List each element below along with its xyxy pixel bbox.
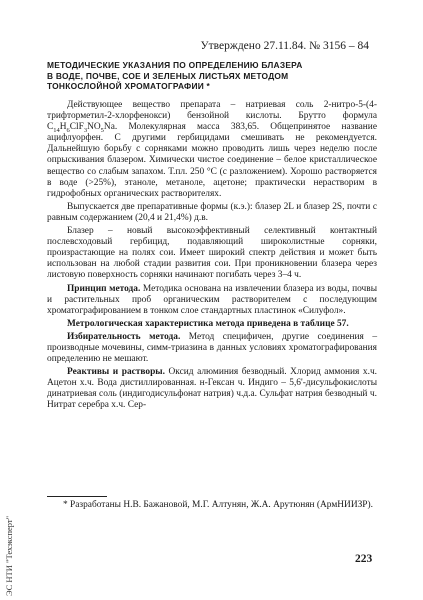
paragraph-principle — [47, 284, 377, 317]
paragraph-forms: Выпускается две препаративные формы (к.э.): блазер 2L и блазер 2S, почти с равным содержанием (20,4 и 21,4%) д.в. — [47, 201, 377, 223]
footnote-divider — [47, 496, 107, 497]
principle-heading: Принцип метода. — [67, 283, 141, 294]
formula-subscript-3: 3 — [83, 127, 88, 135]
footnote — [47, 500, 377, 511]
formula-subscript-1: 14 — [53, 127, 60, 135]
page-number: 223 — [355, 553, 373, 565]
paragraph-description: Блазер – новый высокоэффективный селективный контактный послевсходовый гербицид, подавляющий широколистные сорняки, произрастающие на полях сои. Имеет широкий спектр действия и может быть использован на любой стадии развития сои. При проникновении блазера через листовую поверхность сорняки начинают погибать через 3–4 ч. — [47, 226, 377, 281]
paragraph-substance-part-1: Действующее вещество препарата – натриевая соль 2-нитро-5-(4-трифторметил-2-хлорфенокси) бензойной кислоты. Брутто формула C — [47, 100, 377, 133]
formula-part-3: ClF — [69, 122, 84, 133]
formula-subscript-4: 5 — [100, 127, 104, 135]
formula-subscript-2: 6 — [66, 127, 70, 135]
formula-part-4: NO — [87, 122, 101, 133]
paragraph-metrology: Метрологическая характеристика метода приведена в таблице 57. — [67, 318, 349, 329]
document-body — [47, 100, 377, 414]
footnote-text: * Разработаны Н.В. Бажановой, М.Г. Алтунян, Ж.А. Арутюнян (АрмНИИЗР). — [63, 500, 373, 510]
title-line-2: В ВОДЕ, ПОЧВЕ, СОЕ И ЗЕЛЕНЫХ ЛИСТЬЯХ МЕТОДОМ — [47, 70, 289, 81]
formula-part-2: H — [59, 122, 67, 133]
paragraph-substance — [47, 100, 377, 200]
approval-line: Утверждено 27.11.84. № 3156 – 84 — [200, 40, 369, 52]
selectivity-heading: Избирательность метода. — [67, 331, 181, 342]
side-watermark: ЭС НТИ "Техэксперт" — [4, 515, 14, 596]
paragraph-reagents — [47, 367, 377, 411]
document-title — [47, 60, 377, 92]
reagents-text: Оксид алюминия безводный. Хлорид аммония х.ч. Ацетон х.ч. Вода дистиллированная. н-Гексан ч. Индиго – 5,6'-дисульфокислоты динатриевая соль (индигодисульфонат натрия) ч.д.а. Сульфат натрия безводный ч. Нитрат серебра х.ч. Сер- — [47, 367, 377, 411]
principle-text: Методика основана на извлечении блазера из воды, почвы и растительных проб органическим растворителем с последующим хроматографированием в тонком слое стандартных пластинок «Силуфол». — [47, 283, 377, 316]
reagents-heading: Реактивы и растворы. — [67, 367, 165, 378]
title-line-3: ТОНКОСЛОЙНОЙ ХРОМАТОГРАФИИ * — [47, 81, 211, 92]
paragraph-selectivity — [47, 332, 377, 365]
selectivity-text: Метод специфичен, другие соединения – производные мочевины, симм-триазина в данных условиях хроматографирования определению не мешают. — [47, 331, 378, 365]
title-line-1: МЕТОДИЧЕСКИЕ УКАЗАНИЯ ПО ОПРЕДЕЛЕНИЮ БЛАЗЕРА — [47, 60, 303, 70]
paragraph-substance-part-2: Na. Молекулярная масса 383,65. Общепринятое название ацифлуорфен. С другими гербицидами смешивать не рекомендуется. Дальнейшую борьбу с сорняками можно проводить лишь через неделю после опрыскивания блазером. Химически чистое соединение – белое кристаллическое вещество со слабым запахом. Т.пл. 250 °С (с разложением). Хорошо растворяется в воде (>25%), этаноле, метаноле, ацетоне; практически нерастворим в гидрофобных органических растворителях. — [47, 122, 377, 199]
